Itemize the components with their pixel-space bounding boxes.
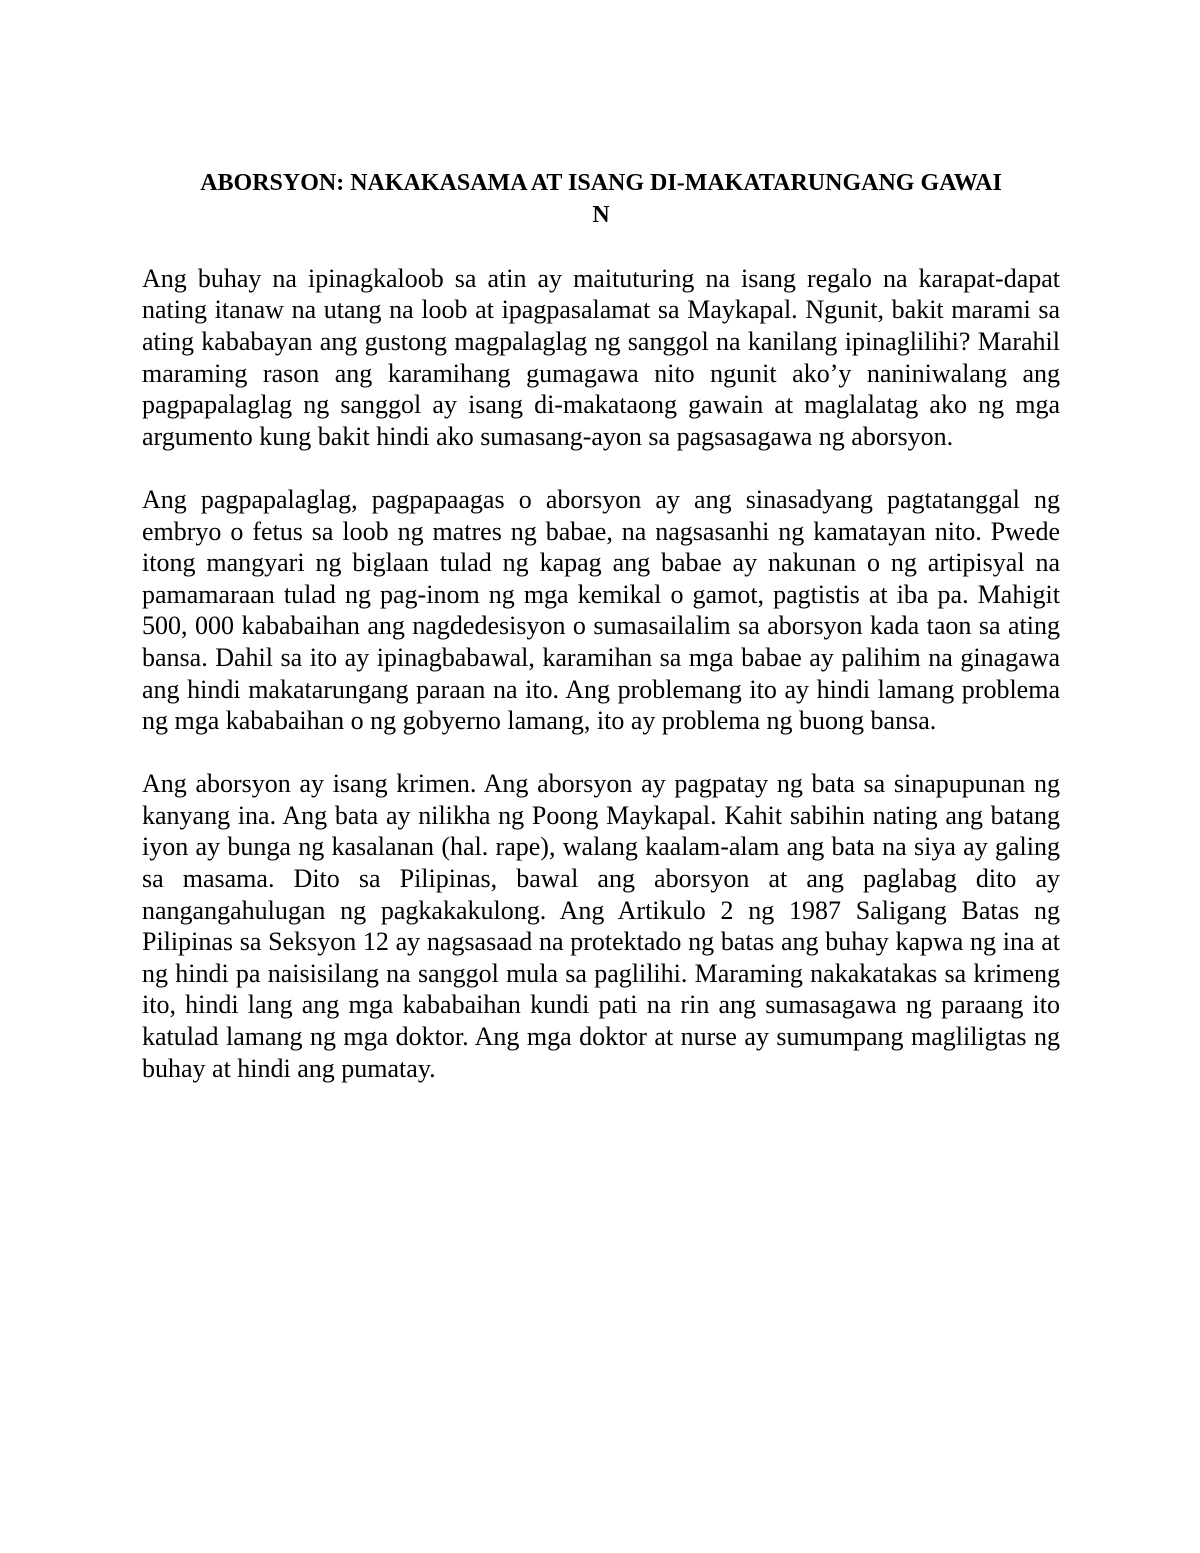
document-body — [142, 168, 1060, 1116]
title-line-1: ABORSYON: NAKAKASAMA AT ISANG DI-MAKATARUNGANG GAWAI — [200, 170, 1002, 196]
document-title — [142, 168, 1060, 231]
paragraph-2: Ang pagpapalaglag, pagpapaagas o aborsyon ay ang sinasadyang pagtatanggal ng embryo o fetus sa loob ng matres ng babae, na nagsasanhi ng kamatayan nito. Pwede itong mangyari ng biglaan tulad ng kapag ang babae ay nakunan o ng artipisyal na pamamaraan tulad ng pag-inom ng mga kemikal o gamot, pagtistis at iba pa. Mahigit 500, 000 kababaihan ang nagdedesisyon o sumasailalim sa aborsyon kada taon sa ating bansa. Dahil sa ito ay ipinagbabawal, karamihan sa mga babae ay palihim na ginagawa ang hindi makatarungang paraan na ito. Ang problemang ito ay hindi lamang problema ng mga kababaihan o ng gobyerno lamang, ito ay problema ng buong bansa. — [142, 484, 1060, 736]
paragraph-1: Ang buhay na ipinagkaloob sa atin ay maituturing na isang regalo na karapat-dapat nating itanaw na utang na loob at ipagpasalamat sa Maykapal. Ngunit, bakit marami sa ating kababayan ang gustong magpalaglag ng sanggol na kanilang ipinaglilihi? Marahil maraming rason ang karamihang gumagawa nito ngunit ako’y naniniwalang ang pagpapalaglag ng sanggol ay isang di-makataong gawain at maglalatag ako ng mga argumento kung bakit hindi ako sumasang-ayon sa pagsasagawa ng aborsyon. — [142, 263, 1060, 451]
title-line-2: N — [592, 201, 610, 228]
paragraph-3: Ang aborsyon ay isang krimen. Ang aborsyon ay pagpatay ng bata sa sinapupunan ng kanyang ina. Ang bata ay nilikha ng Poong Maykapal. Kahit sabihin nating ang batang iyon ay bunga ng kasalanan (hal. rape), walang kaalam-alam ang bata na siya ay galing sa masama. Dito sa Pilipinas, bawal ang aborsyon at ang paglabag dito ay nangangahulugan ng pagkakakulong. Ang Artikulo 2 ng 1987 Saligang Batas ng Pilipinas sa Seksyon 12 ay nagsasaad na protektado ng batas ang buhay kapwa ng ina at ng hindi pa naisisilang na sanggol mula sa paglilihi. Maraming nakakatakas sa krimeng ito, hindi lang ang mga kababaihan kundi pati na rin ang sumasagawa ng paraang ito katulad lamang ng mga doktor. Ang mga doktor at nurse ay sumumpang magliligtas ng buhay at hindi ang pumatay. — [142, 769, 1060, 1083]
